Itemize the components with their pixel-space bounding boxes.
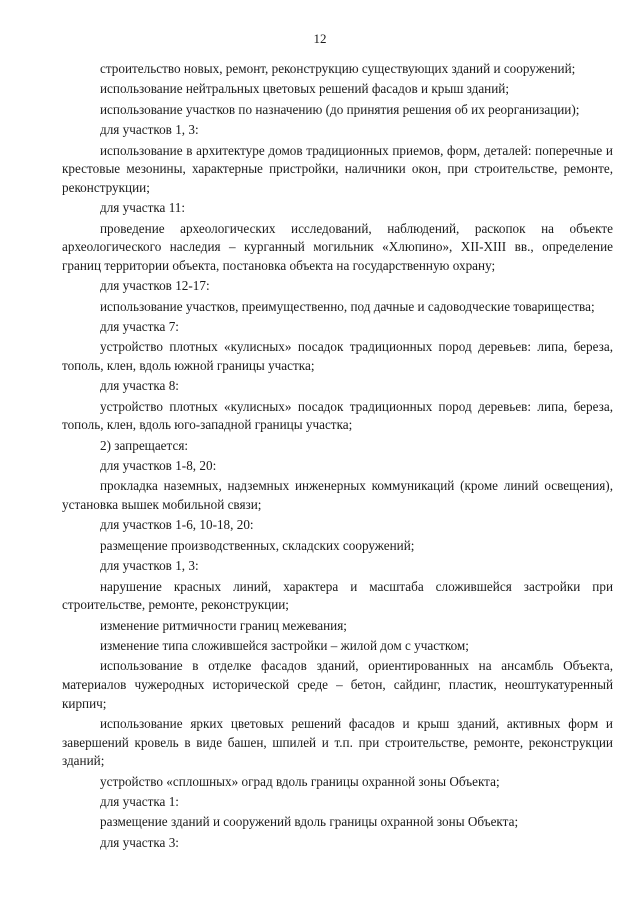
paragraph: для участков 12-17: xyxy=(100,278,210,294)
paragraph: использование ярких цветовых решений фасадов и крыш зданий, активных форм и завершений кровель в виде башен, шпилей и т.п. при строительстве, ремонте, реконструкции зданий; xyxy=(62,715,613,769)
paragraph: устройство плотных «кулисных» посадок традиционных пород деревьев: липа, береза, тополь, клен, вдоль юго-западной границы участка; xyxy=(62,398,613,433)
paragraph: строительство новых, ремонт, реконструкцию существующих зданий и сооружений; xyxy=(100,61,576,76)
paragraph: использование нейтральных цветовых решений фасадов и крыш зданий; xyxy=(100,81,510,97)
paragraph: прокладка наземных, надземных инженерных коммуникаций (кроме линий освещения), установка вышек мобильной связи; xyxy=(62,478,613,513)
paragraph: использование в архитектуре домов традиционных приемов, форм, деталей: поперечные и крестовые мезонины, характерные пристройки, наличники окон, при строительстве, ремонте, реконструкции; xyxy=(62,142,613,195)
paragraph: для участков 1-6, 10-18, 20: xyxy=(100,517,254,533)
paragraph: устройство плотных «кулисных» посадок традиционных пород деревьев: липа, береза, тополь, клен, вдоль южной границы участка; xyxy=(62,339,613,373)
paragraph: устройство «сплошных» оград вдоль границы охранной зоны Объекта; xyxy=(100,773,500,789)
paragraph: использование участков, преимущественно, под дачные и садоводческие товарищества; xyxy=(100,298,595,314)
paragraph: для участка 11: xyxy=(100,200,186,216)
paragraph: размещение производственных, складских сооружений; xyxy=(100,537,415,553)
document-body xyxy=(62,60,613,854)
paragraph: для участка 3: xyxy=(100,834,179,850)
paragraph: для участка 1: xyxy=(100,793,179,809)
paragraph: для участка 8: xyxy=(100,378,179,394)
paragraph: 2) запрещается: xyxy=(100,437,189,453)
paragraph: размещение зданий и сооружений вдоль границы охранной зоны Объекта; xyxy=(100,814,519,830)
paragraph: для участка 7: xyxy=(100,318,179,334)
paragraph: нарушение красных линий, характера и масштаба сложившейся застройки при строительстве, ремонте, реконструкции; xyxy=(62,578,613,613)
paragraph: использование участков по назначению (до принятия решения об их реорганизации); xyxy=(100,101,580,117)
paragraph: изменение типа сложившейся застройки – жилой дом с участком; xyxy=(100,637,469,653)
paragraph: изменение ритмичности границ межевания; xyxy=(100,617,347,633)
page-number: 12 xyxy=(313,31,327,46)
paragraph: для участков 1-8, 20: xyxy=(100,458,217,474)
paragraph: использование в отделке фасадов зданий, ориентированных на ансамбль Объекта, материалов чужеродных исторической среде – бетон, сайдинг, пластик, неоштукатуренный кирпич; xyxy=(62,658,613,711)
paragraph: для участков 1, 3: xyxy=(100,558,199,574)
paragraph: для участков 1, 3: xyxy=(100,122,199,138)
paragraph: проведение археологических исследований, наблюдений, раскопок на объекте археологического наследия – курганный могильник «Хлюпино», XII-XIII вв., определение границ территории объекта, постановка объекта на государственную охрану; xyxy=(62,220,613,273)
